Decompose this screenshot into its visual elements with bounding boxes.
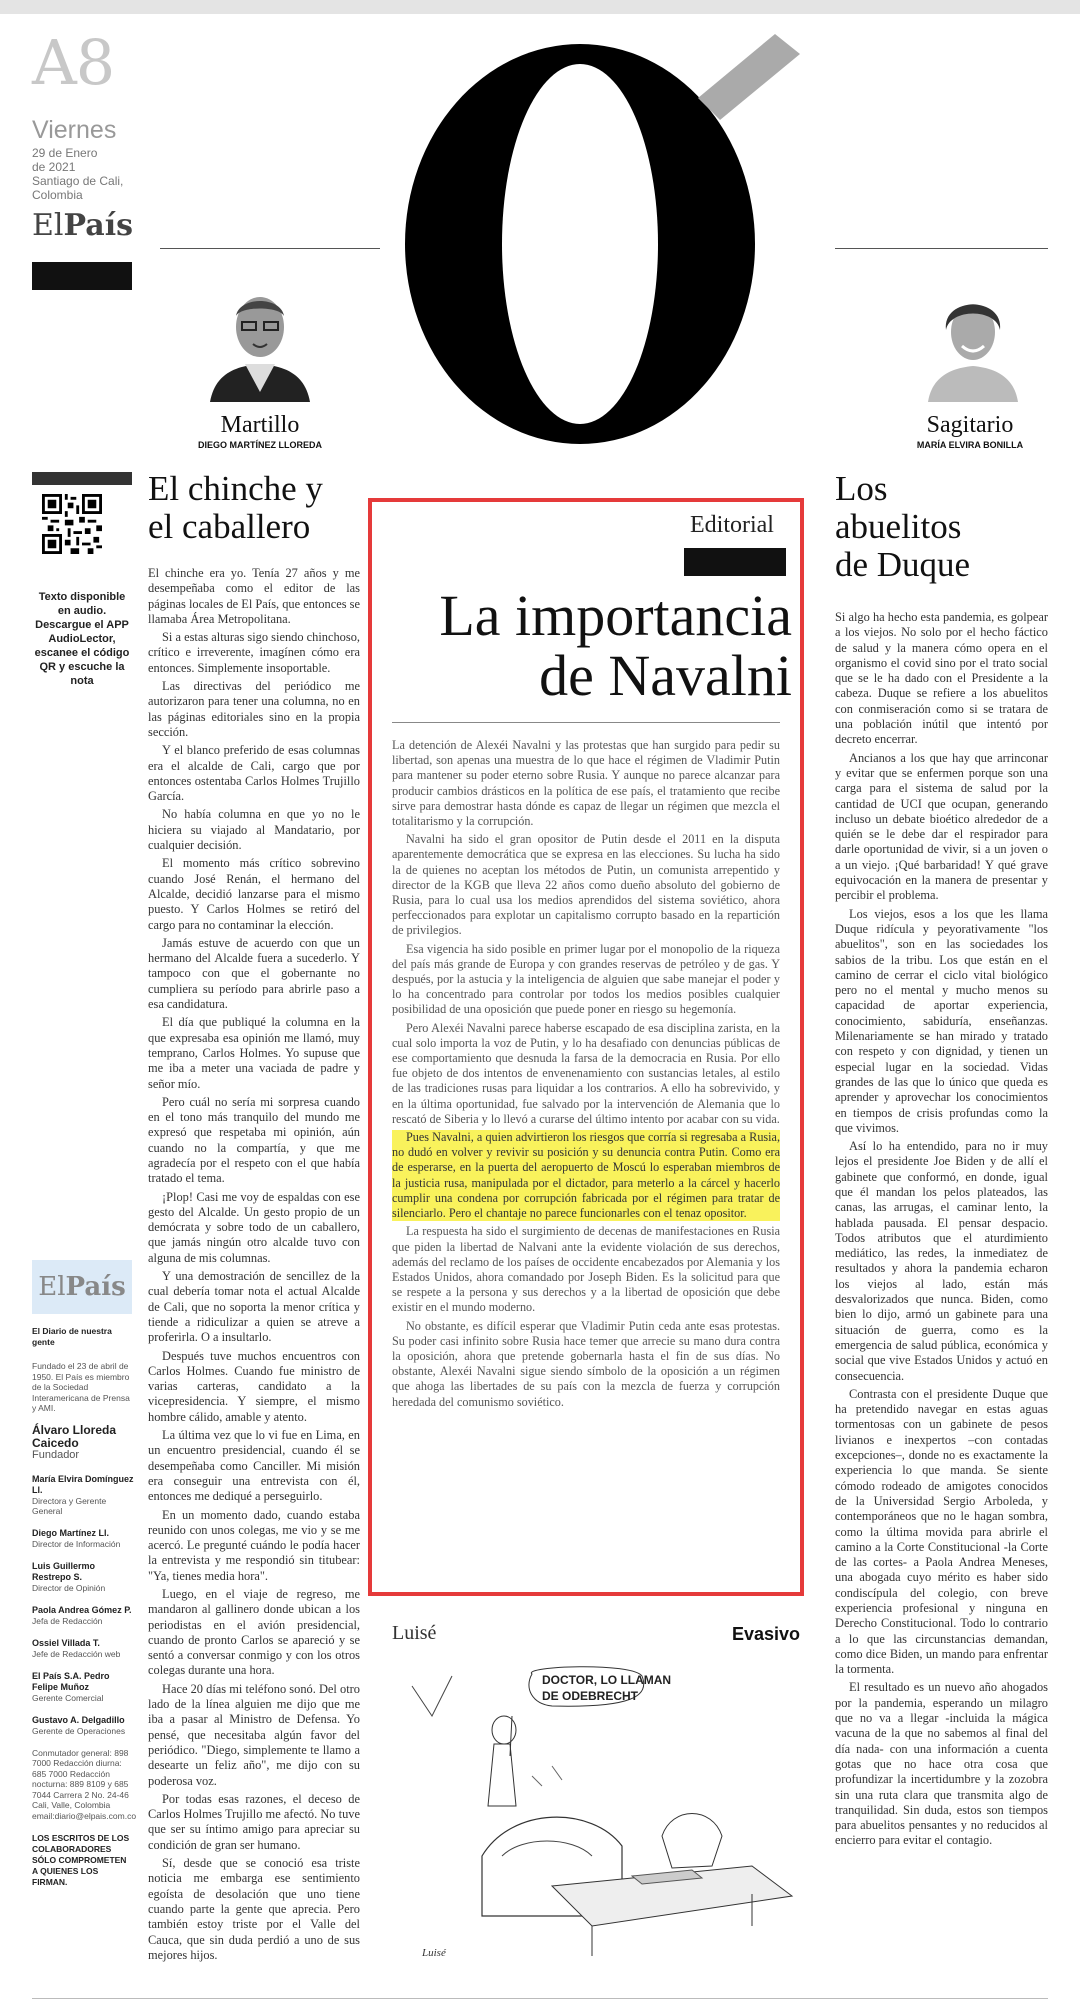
article-paragraph: ¡Plop! Casi me voy de espaldas con ese gesto del Alcalde. Un gesto propio de un demócrata y sobre todo de un caballero, que jamás ningún otro alcalde tuvo con alguna de mis columnas.: [148, 1189, 360, 1265]
article-paragraph: Si a estas alturas sigo siendo chinchoso, crítico e irreverente, imagínen cómo era entonces. Simplemente insoportable.: [148, 630, 360, 675]
article-paragraph: Hace 20 días mi teléfono sonó. Del otro lado de la línea alguien me dijo que me iba a pasar al Ministro de Defensa. Yo pensé, que necesitaba algún favor del periódico. "Diego, simplemente te llamo a desearte un feliz año", me dijo con su poderosa voz.: [148, 1681, 360, 1788]
editorial-paragraph: Pero Alexéi Navalni parece haberse escapado de esa disciplina zarista, en la cual solo importa la voz de Putin, y lo ha desafiado con denuncias públicas de ese comportamiento que desnuda la farsa de la democracia en Rusia. Por ello fue objeto de dos intentos de envenenamiento con sustancias letales, al estilo de las tradiciones rusas para liquidar a los contrarios. A ello ha sobrevivido, y en la última oportunidad, fue salvado por la intervención de Alemania que lo rescató de Siberia y lo llevó a curarse del último intento por acabar con su vida.: [392, 1020, 780, 1126]
dateline: [32, 146, 162, 202]
article-paragraph: Los viejos, esos a los que les llama Duque ridícula y peyorativamente "los abuelitos", son en las sociedades los sabios de la tribu. Los que están en el camino de cerrar el ciclo vital biológico pero no el mental y mucho menos su capacidad de aportar experiencia, conocimiento, sabiduría, enseñanzas. Milenariamente se han mirado y tratado con respeto y con dignidad, y tienen un especial lugar en la sociedad. Vidas grandes de las que lo único que queda es aprender y aprovechar los conocimientos en tiempos de crisis profundas como la que vivimos.: [835, 906, 1048, 1135]
right-headline-line: de Duque: [835, 545, 971, 584]
cartoon-speech-line: DOCTOR, LO LLAMAN: [542, 1673, 672, 1687]
article-paragraph: Si algo ha hecho esta pandemia, es golpear a los viejos. No solo por el hecho fáctico de salud y la manera cómo opera en el organismo el covid sino por el trato social que se le ha dado con el Presidente a la cabeza. Duque se refiere a los abuelitos con conmiseración como si se tratara de una población inútil que intentó por decreto encerrar.: [835, 610, 1048, 747]
author-portrait-left: [205, 282, 315, 402]
bottom-rule: [32, 1998, 1048, 1999]
founder-name: Álvaro Lloreda Caicedo: [32, 1422, 117, 1450]
section-letter-o: [380, 24, 820, 444]
founded-note: Fundado el 23 de abril de 1950. El País es miembro de la Sociedad Interamericana de Prensa y AMI.: [32, 1361, 130, 1413]
cartoon-title: Evasivo: [732, 1624, 801, 1644]
day-name: Viernes: [32, 116, 117, 144]
staff-name: Luis Guillermo Restrepo S.: [32, 1560, 96, 1582]
qr-note: Texto disponible en audio. Descargue el APP AudioLector, escanee el código QR y escuche la nota: [34, 591, 130, 687]
date-line: Santiago de Cali,: [32, 174, 124, 188]
article-paragraph: Por todas esas razones, el deceso de Carlos Holmes Trujillo me afectó. No tuve que ser su íntimo amigo para apreciar su condición de gran ser humano.: [148, 1791, 360, 1852]
author-portrait-right: [918, 282, 1028, 402]
left-headline-line: El chinche y: [148, 469, 323, 508]
sidebar-logo-pais: País: [65, 1272, 126, 1302]
editorial-cartoon: [392, 1656, 804, 1968]
staff-role: Director de Información: [32, 1538, 121, 1549]
editorial-highlighted-paragraph: Pues Navalni, a quien advirtieron los riesgos que corría si regresaba a Rusia, no dudó en volver y revivir su posición y su denuncia contra Putin. Como era de esperarse, en la puerta del aeropuerto de Moscú lo esperaban miembros de la justicia rusa, manipulada por el dictador, para meterlo a la cárcel y hacerlo cumplir una condena por corrupción fabricada por el régimen para tratar de silenciarlo. Pero el chantaje no parece funcionarles con el tenaz opositor.: [392, 1130, 780, 1221]
editorial-paragraph: La respuesta ha sido el surgimiento de decenas de manifestaciones en Rusia que piden la libertad de Nalvani ante la evidente violación de sus derechos, además del reclamo de los países de occidente encabezados por Alemania y los Estados Unidos, ahora comandado por Joseph Biden. Es la solicitud para que se respete a la persona y sus derechos y a la libertad de oposición que debe existir en el mundo moderno.: [392, 1224, 780, 1315]
staff-role: Jefa de Redacción: [32, 1615, 103, 1626]
staff-role: Jefe de Redacción web: [32, 1648, 121, 1659]
logo-el: El: [32, 208, 64, 243]
qr-code[interactable]: [42, 494, 102, 554]
article-paragraph: Pero cuál no sería mi sorpresa cuando en el tono más tranquilo del mundo me expresó que respetaba mi opinión, aún cuando no la compartía, y que me agradecía por el respeto con el que había tratado el tema.: [148, 1094, 360, 1186]
staff-entry: [32, 1715, 134, 1736]
article-paragraph: Y una demostración de sencillez de la cual debería tomar nota el actual Alcalde de Cali, que no soporta la menor crítica y tiende a ridiculizar a quien se atreve a proferirla. O a insultarlo.: [148, 1269, 360, 1345]
header-rule-left: [160, 248, 380, 249]
staff-name: Diego Martínez Ll.: [32, 1527, 110, 1538]
editorial-title-line: de Navalni: [539, 643, 792, 708]
cartoon-speech-line: DE ODEBRECHT: [542, 1689, 639, 1703]
sidebar-logo-el: El: [38, 1272, 66, 1302]
header-rule-right: [835, 248, 1048, 249]
left-headline: [148, 470, 360, 546]
editorial-title: [380, 583, 792, 708]
sidebar-rule: [32, 472, 132, 485]
staff-name: Gustavo A. Delgadillo: [32, 1714, 125, 1725]
column-name-right: Sagitario: [926, 412, 1014, 438]
article-paragraph: El día que publiqué la columna en la que expresaba esa opinión me llamó, muy temprano, Carlos Holmes. Yo supuse que me iba a meter una vaciada de padre y señor mío.: [148, 1015, 360, 1091]
staff-entry: [32, 1474, 134, 1516]
editorial-paragraph: La detención de Alexéi Navalni y las protestas que han surgido para pedir su libertad, son apenas una muestra de lo que hace el régimen de Vladimir Putin para mantener su poder eterno sobre Rusia. Y aunque no parece alcanzar para producir cambios drásticos en la política de ese país, el tratamiento que recibe sirve para demostrar hasta dónde es capaz de llegar un régimen que mezcla el totalitarismo y la corrupción.: [392, 738, 780, 829]
staff-entry: [32, 1638, 134, 1659]
article-paragraph: Así lo ha entendido, para no ir muy lejos el presidente Joe Biden y de allí el gabinete que conformó, en donde, igual que él mandan los pelos plateados, las canas, las arrugas, el caminar lento, la hablada pausada. El pensar despacio. Todos atributos que el aturdimiento mediático, las redes, la inmediatez de resultados y ahora la pandemia echaron los viejos al lado, están más desvalorizados que nunca. Biden, como bien lo dijo, armó un gabinete para una situación de guerra, como es la emergencia de salud pública, económica y social que vive Estados Unidos y actuó en consecuencia.: [835, 1139, 1048, 1383]
staff-role: Directora y Gerente General: [32, 1495, 107, 1516]
article-paragraph: Las directivas del periódico me autorizaron para tener una columna, no en las páginas editoriales sino en la propia sección.: [148, 679, 360, 739]
cartoon-artist: Luisé: [392, 1622, 437, 1644]
staff-entry: [32, 1671, 134, 1703]
staff-name: El País S.A. Pedro Felipe Muñoz: [32, 1670, 110, 1692]
author-byline-right: MARÍA ELVIRA BONILLA: [916, 440, 1024, 450]
article-paragraph: Contrasta con el presidente Duque que ha pretendido navegar en estas aguas tormentosas con un gabinete de pesos livianos e inexpertos –con contadas excepciones–, donde no es exactamente la experiencia lo que manda. Se siente cómodo rodeado de amigotes conocidos de la Universidad Sergio Arboleda, y contemporáneos que no le hagan sombra, como la última movida para abrirle el camino a la Corte Constitucional -la Corte de las cortes- a Paola Andrea Meneses, una abogada cuyo mérito es haber sido condiscípula del colegio, con breve experiencia profesional y ninguna en Derecho Constitucional. Todo lo contrario a lo que las circunstancias demandan, como dice Biden, un mando para enfrentar la tormenta.: [835, 1386, 1048, 1677]
article-paragraph: En un momento dado, cuando estaba reunido con unos colegas, me vio y se me acercó. Le pregunté cuándo le podía hacer la entrevista y me respondió sin titubear: "Ya, tienes media hora".: [148, 1507, 360, 1583]
left-headline-line: el caballero: [148, 507, 311, 546]
editorial-redacted-bar: [684, 548, 786, 576]
el-pais-logo: [32, 208, 133, 243]
editorial-title-rule: [392, 722, 780, 723]
date-line: Colombia: [32, 188, 83, 202]
accent-mark: [698, 34, 800, 120]
right-headline-line: Los: [835, 469, 888, 508]
staff-name: Paola Andrea Gómez P.: [32, 1604, 132, 1615]
article-paragraph: El momento más crítico sobrevino cuando José Renán, el hermano del Alcalde, decidió lanzarse para el mismo puesto. Y Carlos Holmes se retiró del cargo para no contaminar la elección.: [148, 856, 360, 932]
sidebar-logo-box: [32, 1260, 132, 1314]
editorial-paragraph: No obstante, es difícil esperar que Vladimir Putin ceda ante esas protestas. Su poder casi infinito sobre Rusia hace temer que arrecie su mano dura contra la oposición, ahora que pretende gobernarla hasta el fin de sus días. No obstante, Alexéi Navalni sigue siendo símbolo de la oposición a un régimen que ahoga las libertades de su país con la mezcla de fuerza y corrupción heredada del comunismo soviético.: [392, 1318, 780, 1409]
right-headline-line: abuelitos: [835, 507, 962, 546]
sidebar-logo: [32, 1260, 132, 1314]
redacted-bar: [32, 262, 132, 290]
disclaimer: LOS ESCRITOS DE LOS COLABORADORES SÓLO COMPROMETEN A QUIENES LOS FIRMAN.: [32, 1833, 130, 1887]
contact-info: Conmutador general: 898 7000 Redacción diurna: 685 7000 Redacción nocturna: 889 8109 y 685 7044 Carrera 2 No. 24-46 Cali, Valle, Colombia email:diario@elpais.com.co: [32, 1747, 137, 1821]
staff-name: María Elvira Domínguez Ll.: [32, 1473, 134, 1495]
date-line: de 2021: [32, 160, 76, 174]
editorial-title-line: La importancia: [439, 583, 792, 648]
article-paragraph: Sí, desde que se conoció esa triste noticia me embarga ese sentimiento egoísta de desolación que uno tiene cuando parte la gente que aprecia. Pero también estoy triste por el Valle del Cauca, que sin duda perdió a uno de sus mejores hijos.: [148, 1856, 360, 1962]
article-paragraph: Jamás estuve de acuerdo con que un hermano del Alcalde fuera a sucederlo. Y tampoco con que el gobernante no cumpliera su período para abrirle paso a esa candidatura.: [148, 935, 360, 1012]
staff-role: Gerente Comercial: [32, 1692, 104, 1703]
staff-role: Director de Opinión: [32, 1582, 106, 1593]
right-headline: [835, 470, 1048, 584]
cartoon-signature: Luisé: [422, 1947, 446, 1959]
column-name-left: Martillo: [220, 412, 300, 438]
tagline: El Diario de nuestra gente: [32, 1326, 112, 1347]
staff-entry: [32, 1528, 134, 1549]
staff-name: Ossiel Villada T.: [32, 1637, 100, 1648]
editorial-label: Editorial: [690, 512, 774, 538]
article-paragraph: Después tuve muchos encuentros con Carlos Holmes. Cuando fue ministro de varias carteras, candidato a la vicepresidencia. Y siempre, el mismo hombre cálido, amable y atento.: [148, 1348, 360, 1424]
masthead: [32, 1326, 137, 1888]
article-paragraph: El resultado es un nuevo año ahogados por la pandemia, esperando un milagro que no va a llegar -incluida la mágica vacuna de la que no sabemos al final del día nada- con una información a cuenta gotas que no hace otra cosa que profundizar la incertidumbre y la zozobra sin una ruta clara que transmita algo de tranquilidad. Sin duda, estos son tiempos para abuelitos pensantes y no reducidos al encierro para evitar el contagio.: [835, 1680, 1048, 1848]
article-paragraph: Y el blanco preferido de esas columnas era el alcalde de Cali, cargo que por entonces ostentaba Carlos Holmes Trujillo García.: [148, 743, 360, 804]
editorial-body: [392, 738, 780, 1413]
founder-role: Fundador: [32, 1448, 80, 1461]
staff-role: Gerente de Operaciones: [32, 1725, 126, 1736]
right-article-body: [835, 610, 1048, 1852]
article-paragraph: Ancianos a los que hay que arrinconar y evitar que se enfermen porque son una carga para el sistema de salud por la cantidad de UCI que ocupan, generando incluso un debate bioético alrededor de a quién se le debe dar el respirador para darle oportunidad de vivir, si a un joven o a un viejo. ¡Qué barbaridad! Y qué grave equivocación en la manera de presentar y percibir el problema.: [835, 750, 1048, 903]
article-paragraph: No había columna en que yo no le hiciera su viajado al Mandatario, por cualquier decisión.: [148, 807, 360, 853]
article-paragraph: Luego, en el viaje de regreso, me mandaron al gallinero donde ubican a los periodistas en el avión presidencial, cuando de pronto Carlos se apareció y se sentó a conversar conmigo y con los otros colegas durante una hora.: [148, 1587, 360, 1678]
author-byline-left: DIEGO MARTÍNEZ LLOREDA: [198, 440, 322, 450]
editorial-paragraph: Esa vigencia ha sido posible en primer lugar por el monopolio de la riqueza del país más grande de Europa y con grandes reservas de petróleo y de gas. Y después, por la astucia y la inteligencia de alguien que sabe manejar el poder y lo ha concentrado para controlar por todos los medios posibles cualquier posibilidad de una oposición que puede poner en riesgo su hegemonía.: [392, 941, 780, 1017]
logo-pais: País: [63, 208, 133, 243]
editorial-paragraph: Navalni ha sido el gran opositor de Putin desde el 2011 en la disputa aparentemente democrática que se expresa en las elecciones. Su lucha ha sido la de quienes no aceptan los métodos de Putin, un comunista arrepentido y director de la KGB que lleva 22 años como dueño absoluto del gobierno de Rusia, para lo cual usa los medios aprendidos del sistema soviético, ahora perfeccionados para explotar un capitalismo corrupto basado en la repartición de privilegios.: [392, 832, 780, 938]
date-line: 29 de Enero: [32, 146, 98, 160]
article-paragraph: La última vez que lo vi fue en Lima, en un encuentro presidencial, cuando él se desempeñaba como Canciller. Mi misión era conseguir una entrevista con él, entonces me dediqué a perseguirlo.: [148, 1428, 360, 1504]
left-article-body: [148, 566, 360, 1966]
top-bar: [0, 0, 1080, 14]
staff-entry: [32, 1561, 134, 1593]
page-number: A8: [32, 26, 115, 99]
article-paragraph: El chinche era yo. Tenía 27 años y me desempeñaba como el editor de las páginas locales de El País, que entonces se llamaba Área Metropolitana.: [148, 566, 360, 626]
staff-entry: [32, 1605, 134, 1626]
